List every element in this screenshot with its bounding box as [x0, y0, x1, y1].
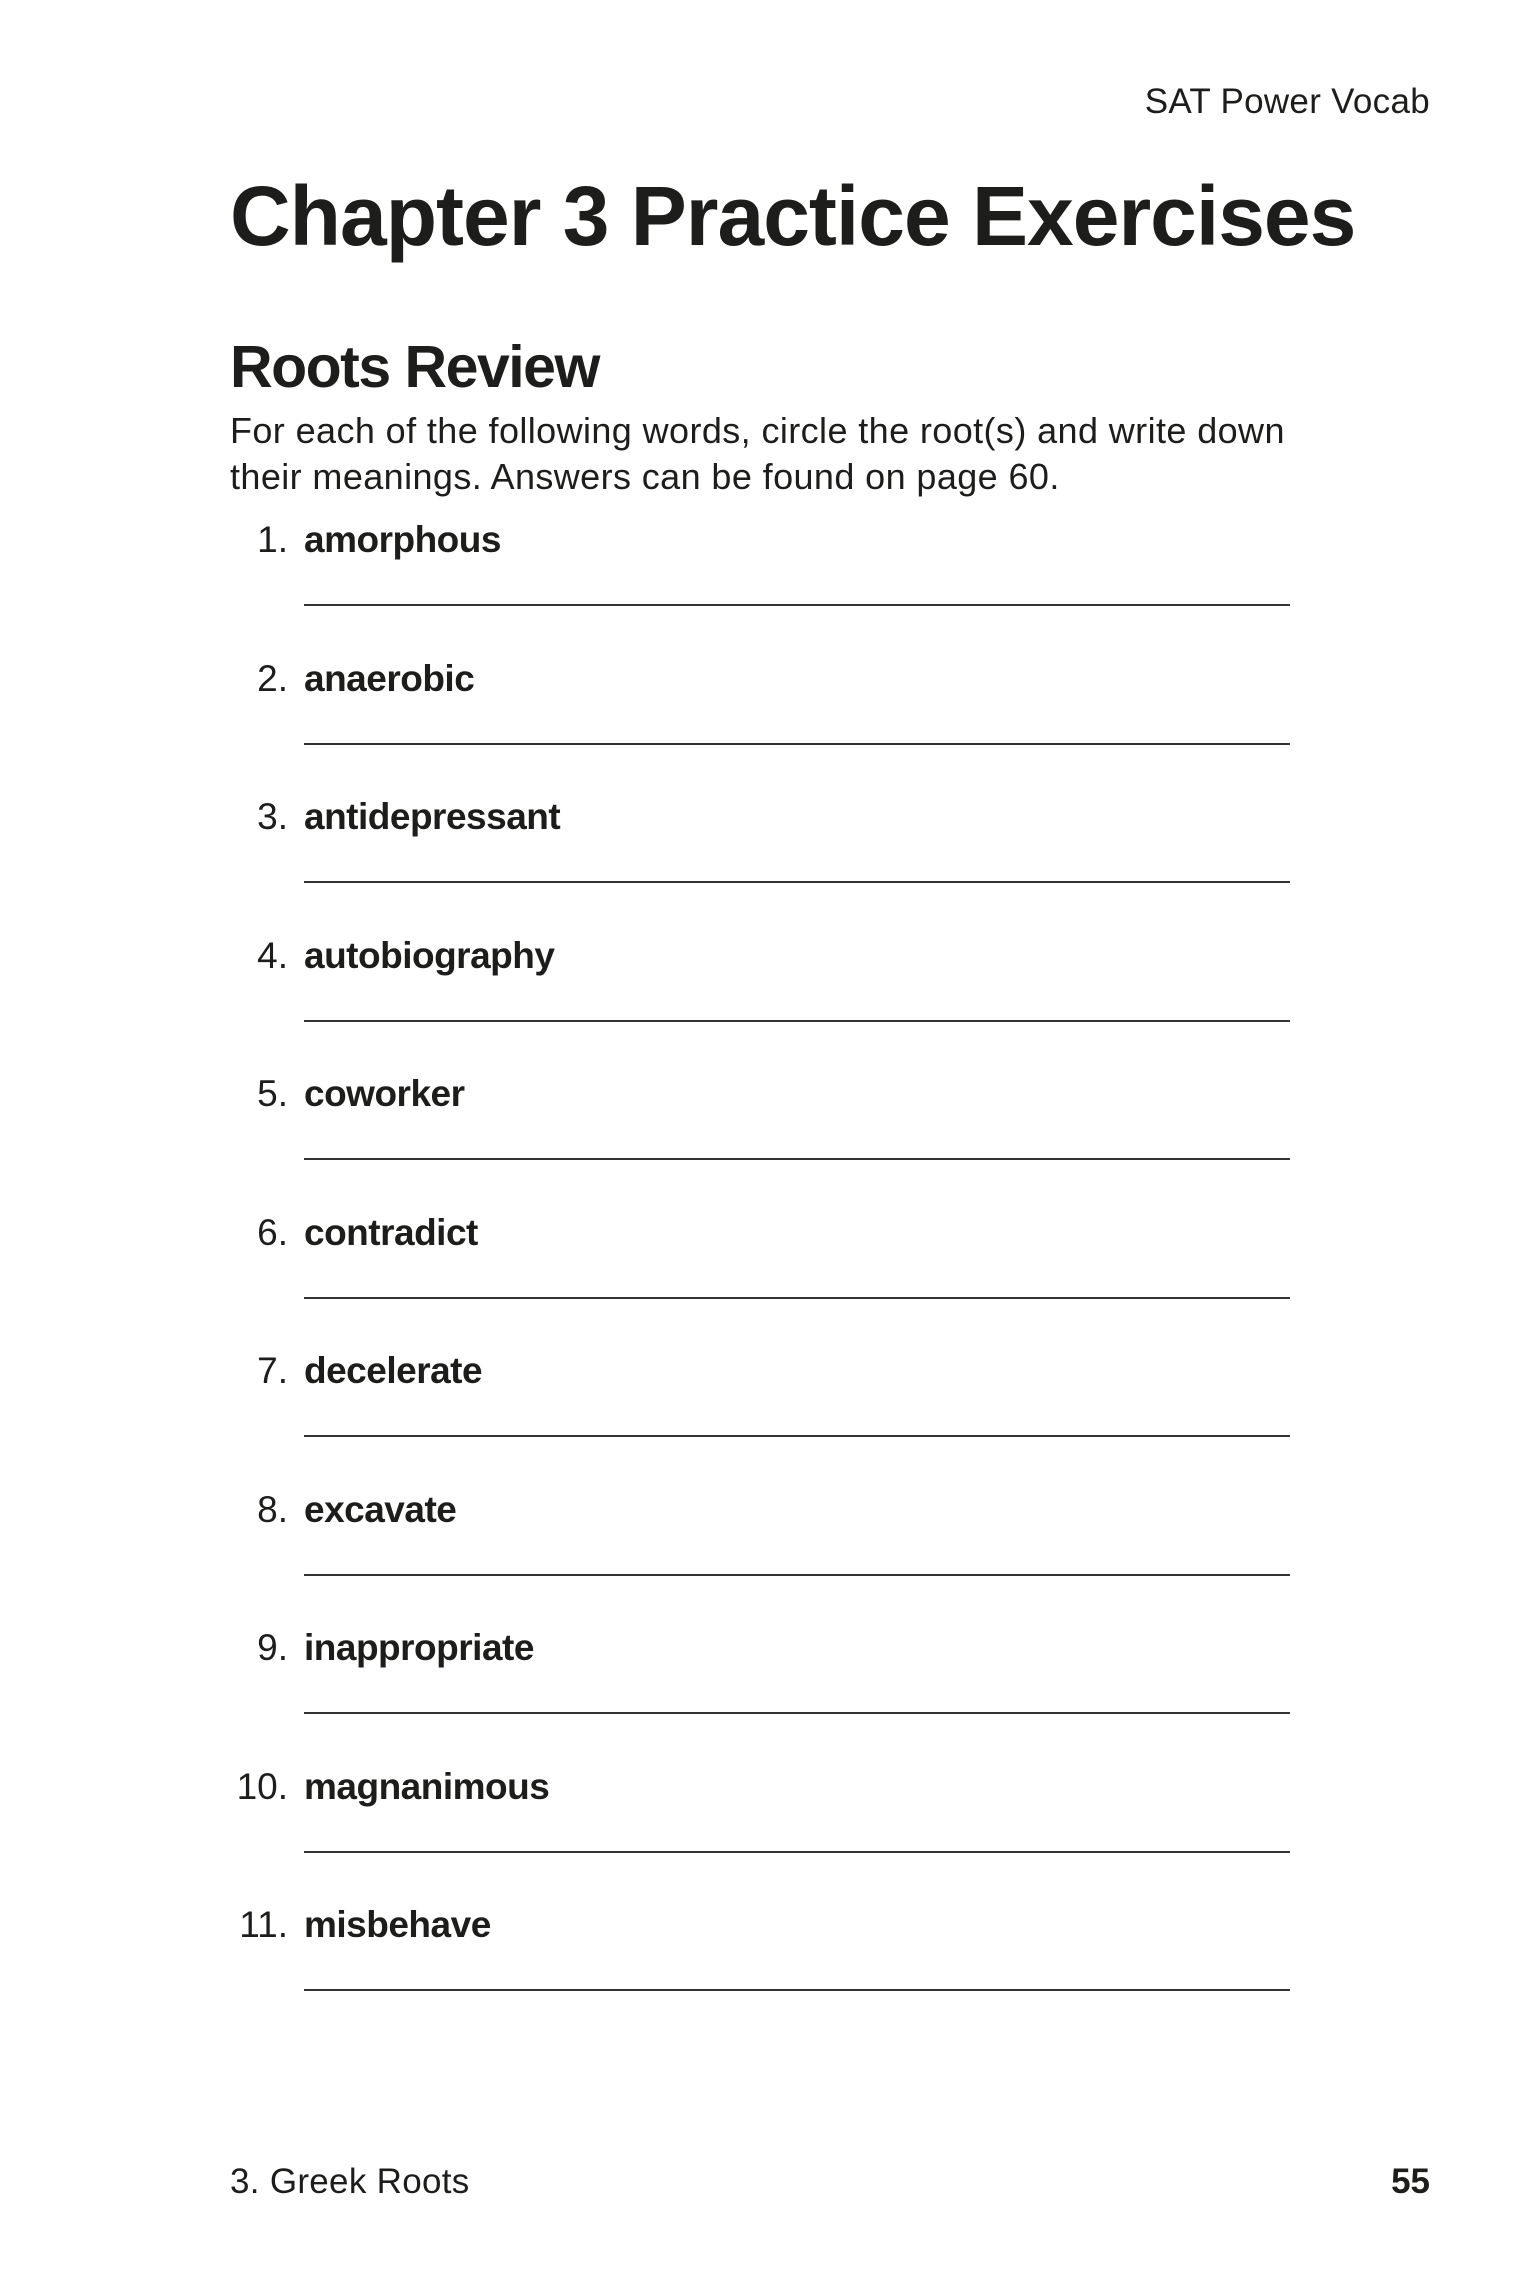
- item-word: magnanimous: [304, 1765, 550, 1807]
- item-number: 1.: [257, 519, 288, 560]
- item-word: antidepressant: [304, 796, 561, 837]
- answer-line: [304, 1851, 1290, 1853]
- item-number: 9.: [257, 1627, 288, 1668]
- running-header: SAT Power Vocab: [1144, 82, 1430, 121]
- section-title: Roots Review: [230, 334, 599, 400]
- exercise-item: [230, 1066, 1290, 1205]
- exercise-item: [230, 1343, 1290, 1482]
- item-word: anaerobic: [304, 657, 475, 699]
- item-number: 6.: [257, 1211, 288, 1253]
- item-number: 8.: [257, 1488, 288, 1530]
- exercise-item: [230, 512, 1290, 651]
- item-number: 10.: [236, 1765, 288, 1807]
- item-number: 4.: [257, 934, 288, 976]
- answer-line: [304, 1435, 1290, 1437]
- exercise-item: [230, 1620, 1290, 1759]
- exercise-list: [230, 512, 1290, 2036]
- answer-line: [304, 1712, 1290, 1714]
- item-word: excavate: [304, 1488, 457, 1530]
- item-word: inappropriate: [304, 1627, 534, 1668]
- exercise-item: [230, 789, 1290, 928]
- item-number: 7.: [257, 1350, 288, 1391]
- item-word: coworker: [304, 1073, 465, 1114]
- item-number: 2.: [257, 657, 288, 699]
- exercise-item: [230, 1482, 1290, 1621]
- answer-line: [304, 1020, 1290, 1022]
- exercise-item: [230, 1759, 1290, 1898]
- exercise-item: [230, 651, 1290, 790]
- item-number: 3.: [257, 796, 288, 837]
- answer-line: [304, 604, 1290, 606]
- answer-line: [304, 1989, 1290, 1991]
- answer-line: [304, 1297, 1290, 1299]
- item-word: amorphous: [304, 519, 501, 560]
- exercise-item: [230, 1897, 1290, 2036]
- item-word: decelerate: [304, 1350, 483, 1391]
- answer-line: [304, 743, 1290, 745]
- item-word: contradict: [304, 1211, 478, 1253]
- footer-chapter-label: 3. Greek Roots: [230, 2162, 470, 2201]
- exercise-item: [230, 1205, 1290, 1344]
- item-word: misbehave: [304, 1904, 491, 1945]
- chapter-title: Chapter 3 Practice Exercises: [230, 169, 1356, 263]
- page-number: 55: [1391, 2162, 1430, 2201]
- item-number: 5.: [257, 1073, 288, 1114]
- answer-line: [304, 881, 1290, 883]
- answer-line: [304, 1574, 1290, 1576]
- answer-line: [304, 1158, 1290, 1160]
- instructions-text: For each of the following words, circle the root(s) and write down their meanings. Answers can be found on page 60.: [230, 410, 1285, 497]
- item-number: 11.: [239, 1904, 288, 1945]
- item-word: autobiography: [304, 934, 555, 976]
- exercise-item: [230, 928, 1290, 1067]
